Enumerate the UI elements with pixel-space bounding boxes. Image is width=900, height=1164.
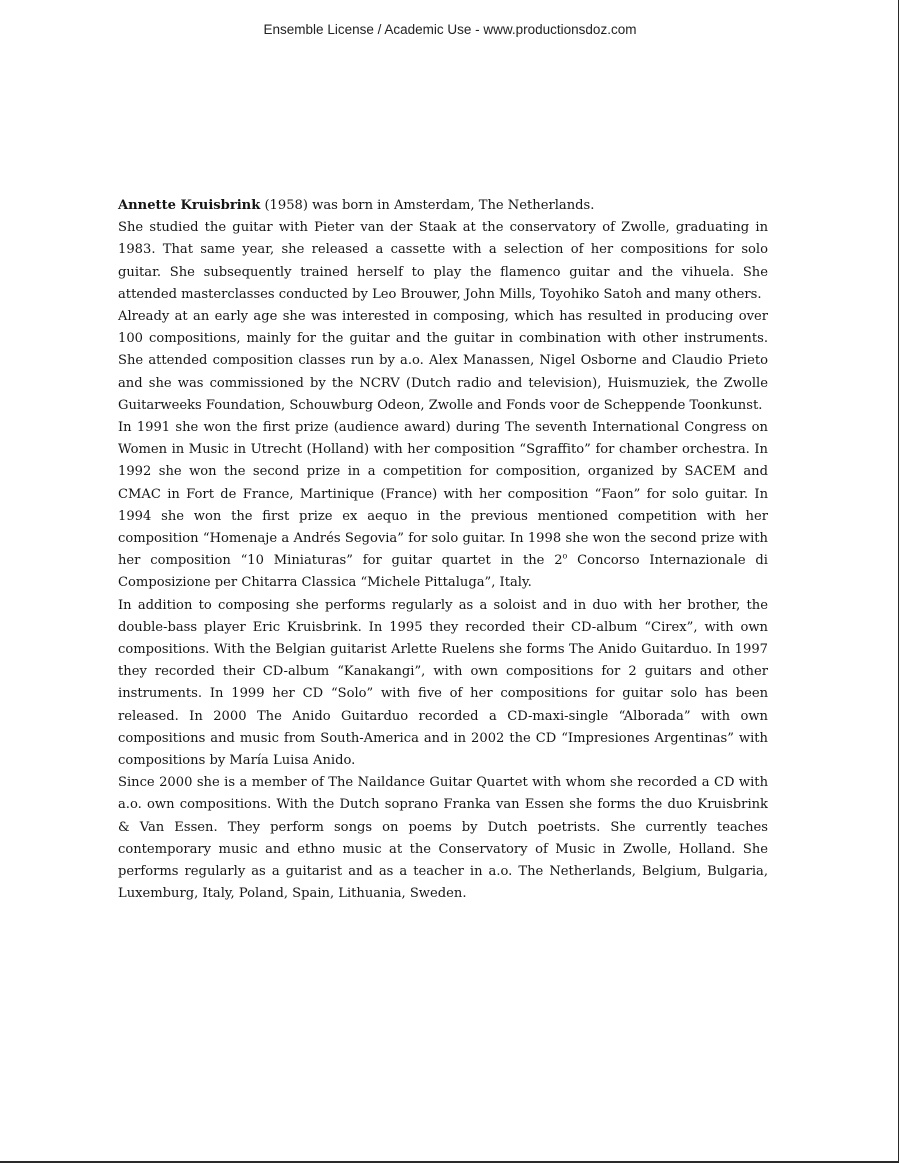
biography (118, 195, 768, 906)
awards-text-part-1: In 1991 she won the first prize (audience award) during The seventh International Congress on Women in Music in Utrecht (Holland) with her composition “Sgraffito” for chamber orchestra. In 1992 she won the second prize in a competition for composition, organized by SACEM and CMAC in Fort de France, Martinique (France) with her composition “Faon” for solo guitar. In 1994 she won the first prize ex aequo in the previous mentioned competition with her composition “Homenaje a Andrés Segovia” for solo guitar. In 1998 she won the second prize with her composition “10 Miniaturas” for guitar quartet in the 2 (118, 420, 768, 569)
bio-composing-paragraph: Already at an early age she was interested in composing, which has resulted in producing over 100 compositions, mainly for the guitar and the guitar in combination with other instruments. She attended composition classes run by a.o. Alex Manassen, Nigel Osborne and Claudio Prieto and she was commissioned by the NCRV (Dutch radio and television), Huismuziek, the Zwolle Guitarweeks Foundation, Schouwburg Odeon, Zwolle and Fonds voor de Scheppende Toonkunst. (118, 309, 768, 413)
bio-current-paragraph: Since 2000 she is a member of The Naildance Guitar Quartet with whom she recorded a CD with a.o. own compositions. With the Dutch soprano Franka van Essen she forms the duo Kruisbrink & Van Essen. They perform songs on poems by Dutch poetrists. She currently teaches contemporary music and ethno music at the Conservatory of Music in Zwolle, Holland. She performs regularly as a guitarist and as a teacher in a.o. The Netherlands, Belgium, Bulgaria, Luxemburg, Italy, Poland, Spain, Lithuania, Sweden. (118, 775, 768, 902)
ordinal-superscript: o (562, 551, 568, 561)
bio-intro-paragraph (118, 195, 768, 217)
composer-name: Annette Kruisbrink (118, 198, 261, 213)
license-header: Ensemble License / Academic Use - www.productionsdoz.com (263, 22, 637, 37)
bio-awards-paragraph (118, 417, 768, 595)
awards-text-part-2: Concorso Internazionale di Composizione per Chitarra Classica “Michele Pittaluga”, Italy. (118, 553, 768, 591)
bio-performing-paragraph: In addition to composing she performs regularly as a soloist and in duo with her brother, the double-bass player Eric Kruisbrink. In 1995 they recorded their CD-album “Cirex”, with own compositions. With the Belgian guitarist Arlette Ruelens she forms The Anido Guitarduo. In 1997 they recorded their CD-album “Kanakangi”, with own compositions for 2 guitars and other instruments. In 1999 her CD “Solo” with five of her compositions for guitar solo has been released. In 2000 The Anido Guitarduo recorded a CD-maxi-single “Alborada” with own compositions and music from South-America and in 2002 the CD “Impresiones Argentinas” with compositions by María Luisa Anido. (118, 597, 768, 769)
bio-intro-text: (1958) was born in Amsterdam, The Netherlands. (260, 198, 595, 213)
bio-education-paragraph: She studied the guitar with Pieter van der Staak at the conservatory of Zwolle, graduating in 1983. That same year, she released a cassette with a selection of her compositions for solo guitar. She subsequently trained herself to play the flamenco guitar and the vihuela. She attended masterclasses conducted by Leo Brouwer, John Mills, Toyohiko Satoh and many others. (118, 220, 768, 302)
